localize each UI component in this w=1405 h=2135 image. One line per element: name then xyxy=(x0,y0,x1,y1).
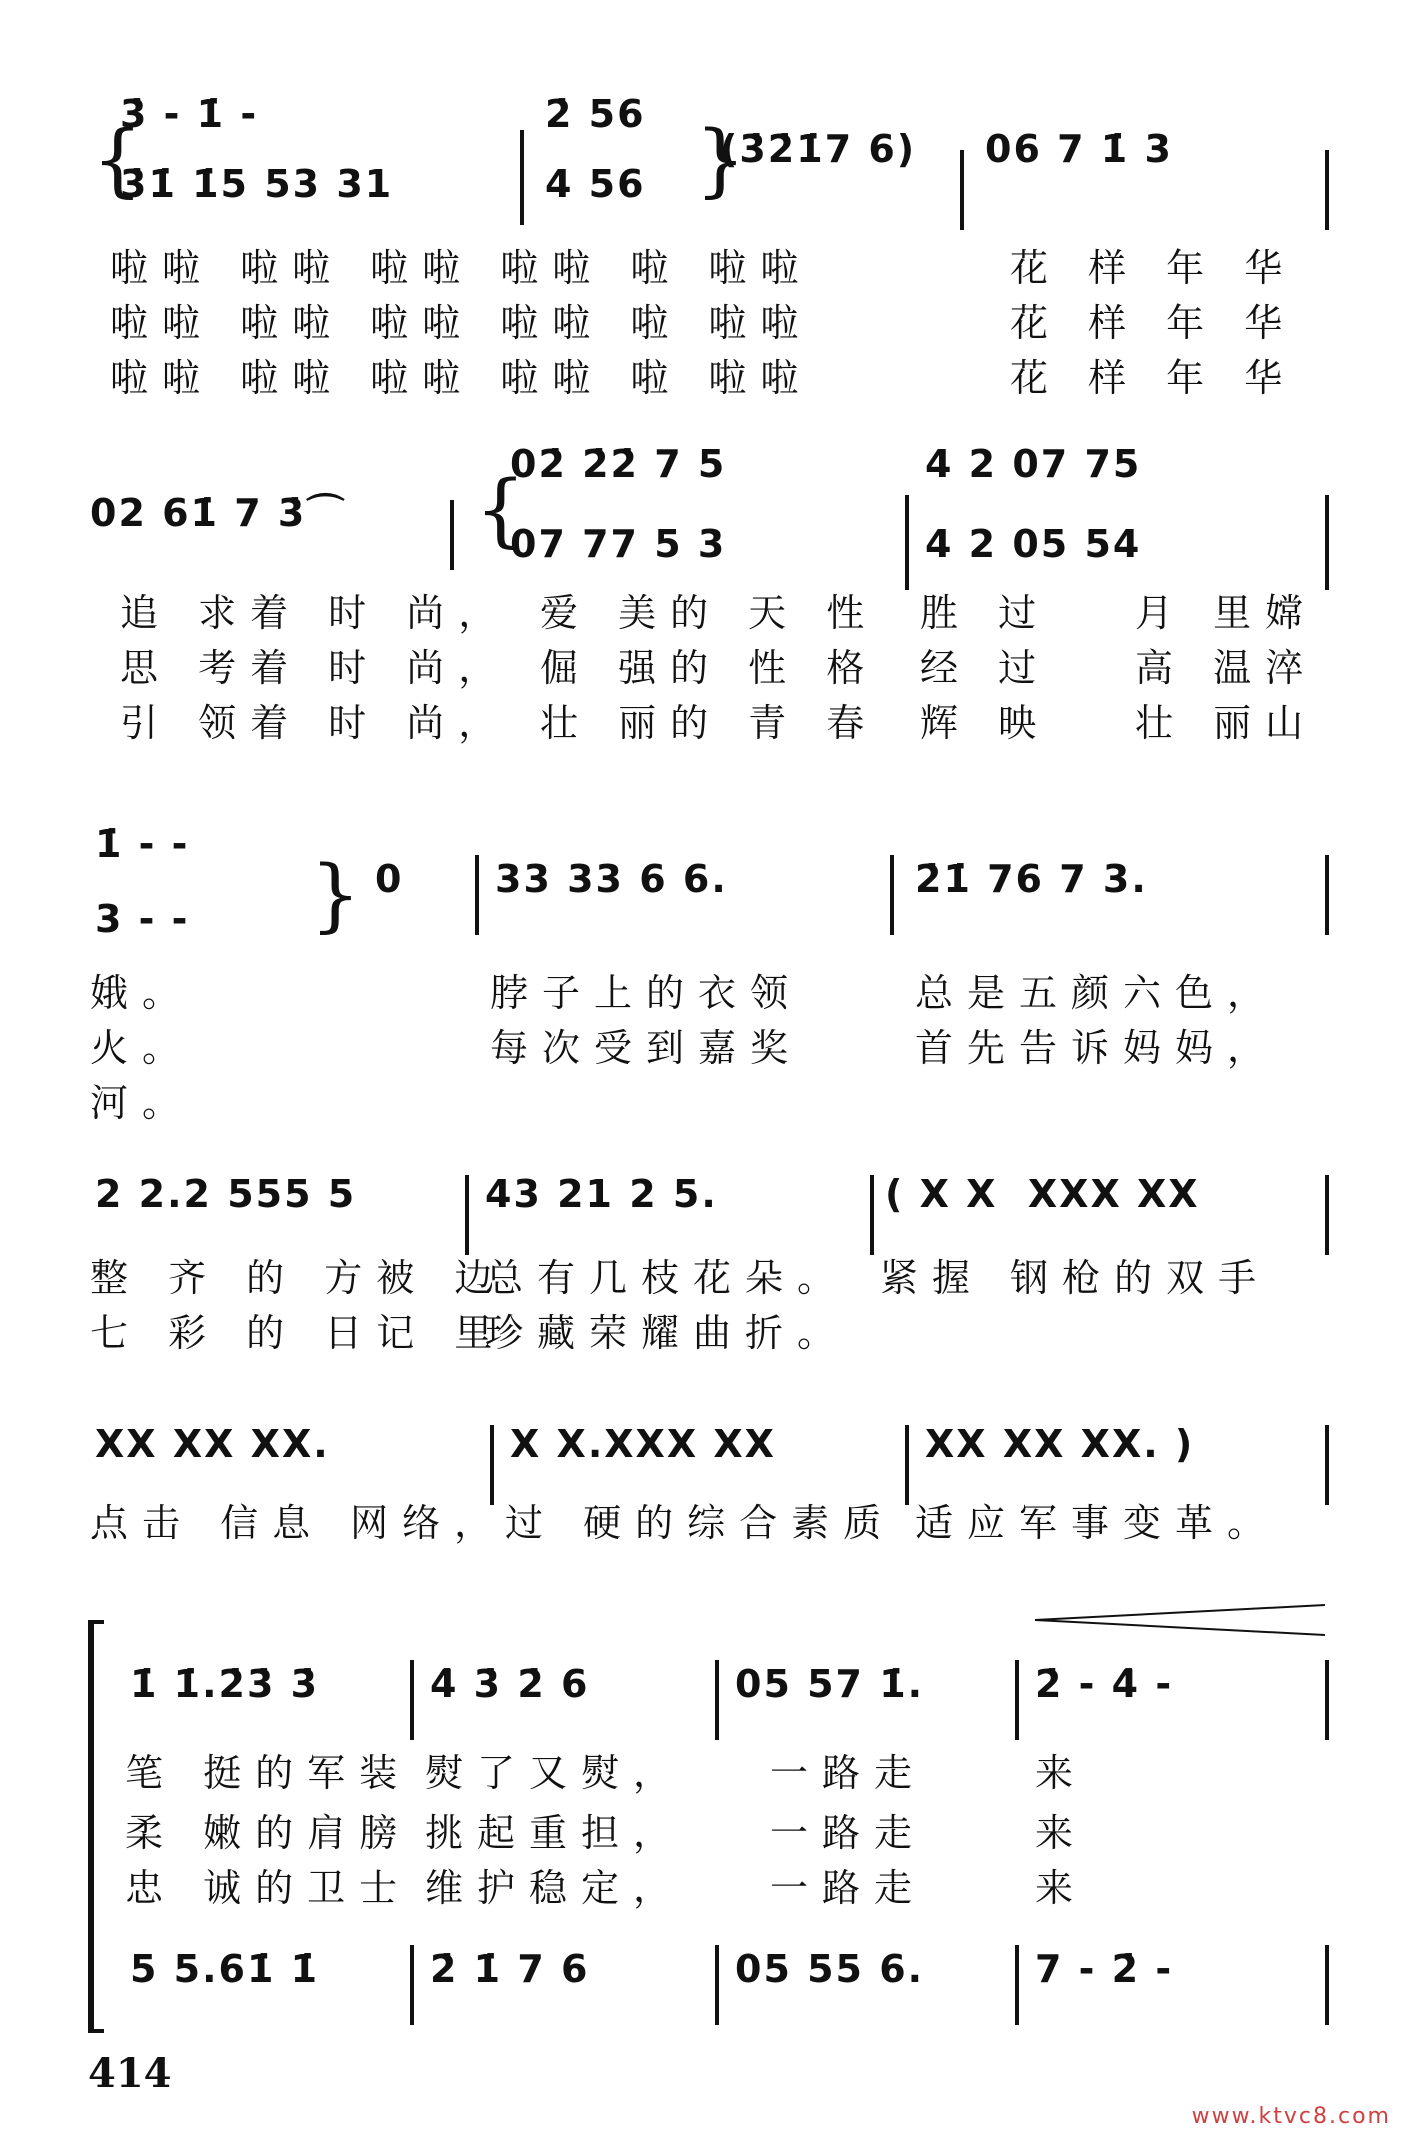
barline xyxy=(1325,855,1329,935)
barline xyxy=(870,1175,874,1255)
lyric-line: 壮 丽山 xyxy=(1135,701,1318,745)
lyric-line: 一路走 xyxy=(770,1751,927,1795)
lyric-line: 挑起重担， xyxy=(425,1811,686,1855)
lyric-line: 忠 诚的卫士 xyxy=(125,1866,412,1910)
lyric-line: 珍藏荣耀曲折。 xyxy=(485,1311,850,1355)
barline xyxy=(905,1425,909,1505)
lyric-line: 倔 强的 性 格 xyxy=(540,646,879,690)
lyric-line: 总是五颜六色， xyxy=(915,971,1280,1015)
notation-group: 0 xyxy=(375,857,404,901)
lyric-line: 胜 过 xyxy=(920,591,1051,635)
barline xyxy=(960,150,964,230)
barline xyxy=(1015,1945,1019,2025)
barline xyxy=(1325,1660,1329,1740)
notation-group: 05 57 1̇. xyxy=(735,1662,925,1706)
barline xyxy=(520,130,524,225)
notation-group: 2̇ - 4̇ - xyxy=(1035,1662,1174,1706)
barline xyxy=(465,1175,469,1255)
notation-group: 43 21 2 5. xyxy=(485,1172,718,1216)
lyric-line: 一路走 xyxy=(770,1811,927,1855)
notation-group: ( X X XXX XX xyxy=(885,1172,1200,1216)
notation-group: 02̇ 2̇2̇ 7 5 xyxy=(510,442,727,486)
lyric-line: 整 齐 的 方被 边 xyxy=(90,1256,507,1300)
notation-group: 1̇ 1̇.2̇3̇ 3̇ xyxy=(130,1662,320,1706)
barline xyxy=(1325,495,1329,590)
lyric-line: 七 彩 的 日记 里 xyxy=(90,1311,507,1355)
barline xyxy=(715,1660,719,1740)
barline xyxy=(410,1945,414,2025)
barline xyxy=(1325,1175,1329,1255)
notation-group: 33 33 6 6. xyxy=(495,857,728,901)
notation-group: 1̇ - - xyxy=(95,822,190,866)
barline xyxy=(475,855,479,935)
lyric-line: 河。 xyxy=(90,1081,195,1125)
page-number: 414 xyxy=(88,2050,172,2097)
lyric-line: 首先告诉妈妈， xyxy=(915,1026,1280,1070)
lyric-line: 辉 映 xyxy=(920,701,1051,745)
lyric-line: 引 领着 时 尚， xyxy=(120,701,511,745)
notation-group: XX XX XX. ) xyxy=(925,1422,1195,1466)
lyric-line: 来 xyxy=(1035,1751,1088,1795)
barline xyxy=(1325,1425,1329,1505)
barline xyxy=(1015,1660,1019,1740)
barline xyxy=(410,1660,414,1740)
lyric-line: 追 求着 时 尚， xyxy=(120,591,511,635)
lyric-line: 笔 挺的军装 xyxy=(125,1751,412,1795)
brace-system-1: { xyxy=(92,113,143,206)
notation-group: 3̇1̇ 1̇5 53 31 xyxy=(120,162,394,206)
lyric-line: 适应军事变革。 xyxy=(915,1501,1280,1545)
notation-group: 2̇ 56 xyxy=(545,92,646,136)
crescendo-hairpin xyxy=(1030,1600,1330,1640)
lyric-line: 熨了又熨， xyxy=(425,1751,686,1795)
lyric-line: 花 样 年 华 xyxy=(1010,356,1297,400)
lyric-line: 总有几枝花朵。 xyxy=(485,1256,850,1300)
barline xyxy=(890,855,894,935)
lyric-line: 柔 嫩的肩膀 xyxy=(125,1811,412,1855)
lyric-line: 月 里嫦 xyxy=(1135,591,1318,635)
lyric-line: 啦啦 啦啦 啦啦 啦啦 啦 啦啦 xyxy=(110,301,813,345)
lyric-line: 思 考着 时 尚， xyxy=(120,646,511,690)
lyric-line: 花 样 年 华 xyxy=(1010,246,1297,290)
lyric-line: 经 过 xyxy=(920,646,1051,690)
notation-group: 2̇1̇ 76 7 3. xyxy=(915,857,1148,901)
notation-group: 7 - 2̇ - xyxy=(1035,1947,1174,1991)
lyric-line: 高 温淬 xyxy=(1135,646,1318,690)
lyric-line: 每次受到嘉奖 xyxy=(490,1026,803,1070)
brace-system-3: } xyxy=(310,848,361,941)
notation-group: 06 7 1̇ 3 xyxy=(985,127,1173,171)
notation-group: 07 77 5 3 xyxy=(510,522,727,566)
system-bracket xyxy=(88,1620,104,2033)
notation-group: X X.XXX XX xyxy=(510,1422,776,1466)
lyric-line: 紧握 钢枪的双手 xyxy=(880,1256,1271,1300)
notation-group: 4 2 07 75 xyxy=(925,442,1142,486)
lyric-line: 脖子上的衣领 xyxy=(490,971,803,1015)
lyric-line: 维护稳定， xyxy=(425,1866,686,1910)
notation-group: 4 56 xyxy=(545,162,646,206)
notation-group: 3̇ - 1̇ - xyxy=(120,92,259,136)
lyric-line: 过 硬的综合素质 xyxy=(505,1501,896,1545)
lyric-line: 壮 丽的 青 春 xyxy=(540,701,879,745)
barline xyxy=(1325,150,1329,230)
notation-group: 2̇ 1̇ 7 6 xyxy=(430,1947,590,1991)
lyric-line: 一路走 xyxy=(770,1866,927,1910)
watermark: www.ktvc8.com xyxy=(1191,2104,1391,2129)
notation-group: 05 55 6. xyxy=(735,1947,925,1991)
lyric-line: 点击 信息 网络， xyxy=(90,1501,507,1545)
barline xyxy=(450,500,454,570)
lyric-line: 来 xyxy=(1035,1866,1088,1910)
barline xyxy=(905,495,909,590)
lyric-line: 花 样 年 华 xyxy=(1010,301,1297,345)
barline xyxy=(715,1945,719,2025)
notation-group: XX XX XX. xyxy=(95,1422,330,1466)
barline xyxy=(1325,1945,1329,2025)
lyric-line: 爱 美的 天 性 xyxy=(540,591,879,635)
lyric-line: 娥。 xyxy=(90,971,195,1015)
notation-group: 5 5.61̇ 1̇ xyxy=(130,1947,320,1991)
notation-group: 02 61̇ 7 3̇⌒ xyxy=(90,491,347,535)
lyric-line: 来 xyxy=(1035,1811,1088,1855)
notation-group: 4̇ 3̇ 2̇ 6 xyxy=(430,1662,590,1706)
lyric-line: 啦啦 啦啦 啦啦 啦啦 啦 啦啦 xyxy=(110,356,813,400)
lyric-line: 啦啦 啦啦 啦啦 啦啦 啦 啦啦 xyxy=(110,246,813,290)
brace-system-1b: } xyxy=(695,113,746,206)
notation-group: (3̇2̇1̇7 6) xyxy=(720,127,917,171)
notation-group: 3 - - xyxy=(95,897,190,941)
notation-group: 4 2 05 54 xyxy=(925,522,1142,566)
brace-system-2: { xyxy=(475,463,526,556)
lyric-line: 火。 xyxy=(90,1026,195,1070)
notation-group: 2 2.2 555 5 xyxy=(95,1172,357,1216)
